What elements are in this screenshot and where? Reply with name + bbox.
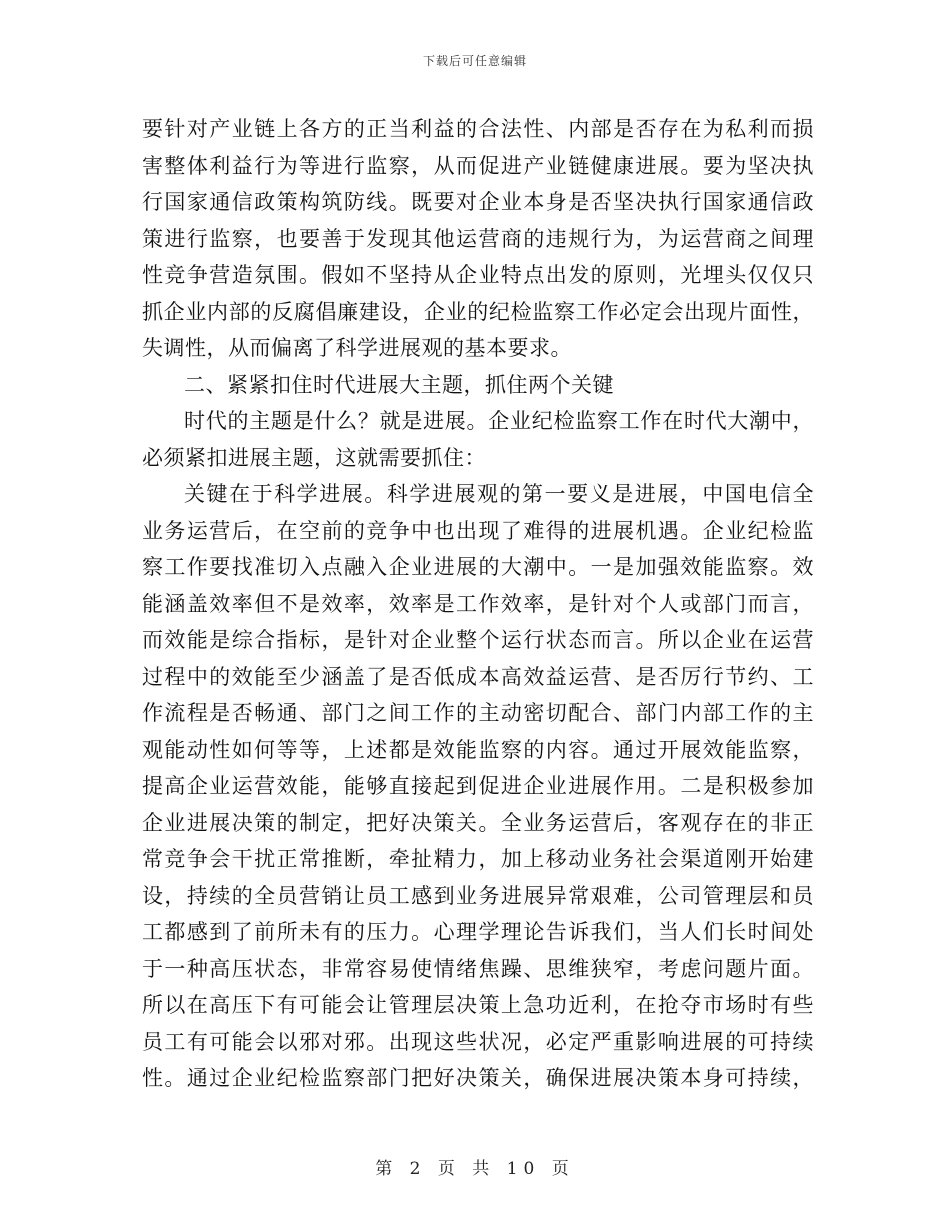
text-line: 察工作要找准切入点融入企业进展的大潮中。一是加强效能监察。效 bbox=[142, 555, 814, 579]
text-line: 而效能是综合指标，是针对企业整个运行状态而言。所以企业在运营 bbox=[142, 628, 814, 652]
text-line: 观能动性如何等等，上述都是效能监察的内容。通过开展效能监察， bbox=[142, 737, 814, 762]
text-line: 员工有可能会以邪对邪。出现这些状况，必定严重影响进展的可持续 bbox=[142, 1029, 814, 1054]
text-line: 必须紧扣进展主题，这就需要抓住： bbox=[142, 445, 486, 470]
text-line: 性。通过企业纪检监察部门把好决策关，确保进展决策本身可持续， bbox=[142, 1066, 814, 1090]
text-line: 业务运营后，在空前的竞争中也出现了难得的进展机遇。企业纪检监 bbox=[142, 518, 814, 543]
text-line: 企业进展决策的制定，把好决策关。全业务运营后，客观存在的非正 bbox=[142, 810, 814, 835]
text-line: 所以在高压下有可能会让管理层决策上急功近利，在抢夺市场时有些 bbox=[142, 993, 814, 1017]
text-line: 抓企业内部的反腐倡廉建设，企业的纪检监察工作必定会出现片面性， bbox=[142, 299, 814, 324]
text-line: 关键在于科学进展。科学进展观的第一要义是进展，中国电信全 bbox=[184, 482, 814, 506]
text-line: 过程中的效能至少涵盖了是否低成本高效益运营、是否厉行节约、工 bbox=[142, 664, 814, 689]
text-line: 行国家通信政策构筑防线。既要对企业本身是否坚决执行国家通信政 bbox=[142, 190, 814, 214]
text-line: 工都感到了前所未有的压力。心理学理论告诉我们，当人们长时间处 bbox=[142, 920, 814, 944]
text-line: 作流程是否畅通、部门之间工作的主动密切配合、部门内部工作的主 bbox=[142, 701, 814, 725]
text-line: 性竞争营造氛围。假如不坚持从企业特点出发的原则，光埋头仅仅只 bbox=[142, 263, 814, 287]
header-note: 下载后可任意编辑 bbox=[422, 54, 527, 68]
text-line: 能涵盖效率但不是效率，效率是工作效率，是针对个人或部门而言， bbox=[142, 591, 814, 616]
text-line: 常竞争会干扰正常推断，牵扯精力，加上移动业务社会渠道刚开始建 bbox=[142, 847, 814, 871]
text-line: 策进行监察，也要善于发现其他运营商的违规行为，为运营商之间理 bbox=[142, 226, 814, 251]
text-line: 于一种高压状态，非常容易使情绪焦躁、思维狭窄，考虑问题片面。 bbox=[142, 956, 814, 981]
text-line: 害整体利益行为等进行监察，从而促进产业链健康进展。要为坚决执 bbox=[142, 153, 814, 178]
text-line: 要针对产业链上各方的正当利益的合法性、内部是否存在为私利而损 bbox=[142, 117, 814, 141]
text-line: 二、紧紧扣住时代进展大主题，抓住两个关键 bbox=[184, 372, 614, 397]
text-line: 时代的主题是什么？就是进展。企业纪检监察工作在时代大潮中， bbox=[184, 409, 814, 433]
body-text bbox=[142, 111, 814, 1097]
text-line: 失调性，从而偏离了科学进展观的基本要求。 bbox=[142, 336, 572, 360]
text-line: 设，持续的全员营销让员工感到业务进展异常艰难，公司管理层和员 bbox=[142, 883, 814, 908]
text-line: 提高企业运营效能，能够直接起到促进企业进展作用。二是积极参加 bbox=[142, 774, 814, 798]
page-number-footer: 第 2 页 共 10 页 bbox=[375, 1159, 575, 1179]
